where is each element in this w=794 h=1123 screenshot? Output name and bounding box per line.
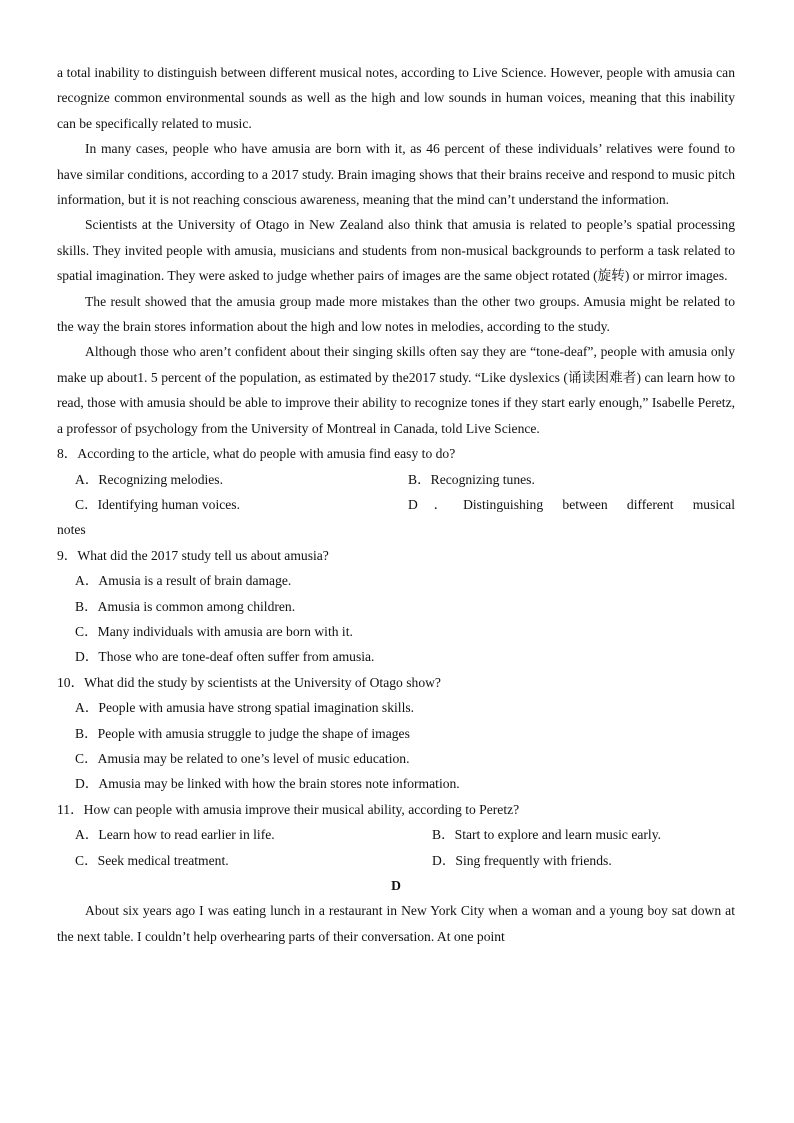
passage-paragraph-1: a total inability to distinguish between different musical notes, according to Live Science. However, people with amusia can recognize common environmental sounds as well as the high and low sounds in human voices, meaning that this inability can be specifically related to music. <box>57 65 735 131</box>
passage-paragraph-4: The result showed that the amusia group made more mistakes than the other two groups. Amusia might be related to the way the brain stores information about the high and low notes in melodies, according to the study. <box>57 293 735 335</box>
option-d[interactable]: D．Sing frequently with friends. <box>432 852 612 868</box>
section-heading: D <box>391 878 401 893</box>
option-c[interactable]: C．Many individuals with amusia are born with it. <box>75 623 353 639</box>
option-c[interactable]: C．Identifying human voices. <box>75 496 240 512</box>
option-b[interactable]: B．People with amusia struggle to judge the shape of images <box>75 725 410 741</box>
question-9 <box>57 543 735 670</box>
option-d-continuation: notes <box>57 522 86 538</box>
option-c[interactable]: C．Amusia may be related to one’s level of music education. <box>75 750 410 766</box>
question-stem: 11．How can people with amusia improve their musical ability, according to Peretz? <box>57 801 520 817</box>
option-a[interactable]: A．Learn how to read earlier in life. <box>75 827 275 843</box>
option-b[interactable]: B．Recognizing tunes. <box>408 471 535 487</box>
question-stem: 9．What did the 2017 study tell us about amusia? <box>57 547 329 563</box>
option-d[interactable]: D．Amusia may be linked with how the brain stores note information. <box>75 776 460 792</box>
question-stem: 8．According to the article, what do people with amusia find easy to do? <box>57 446 456 462</box>
question-10 <box>57 670 735 797</box>
passage-paragraph-2: In many cases, people who have amusia are born with it, as 46 percent of these individuals’ relatives were found to have similar conditions, according to a 2017 study. Brain imaging shows that their brains receive and respond to music pitch information, but it is not reaching conscious awareness, meaning that the mind can’t understand the information. <box>57 141 735 208</box>
option-row <box>57 848 735 873</box>
option-d[interactable]: D．Distinguishing between different musical <box>408 496 735 512</box>
option-row <box>57 492 735 543</box>
passage-paragraph-5: Although those who aren’t confident about their singing skills often say they are “tone-deaf”, people with amusia only make up about1. 5 percent of the population, as estimated by the2017 study. “Like dyslexics (诵读困难者) can learn how to read, those with amusia should be able to improve their ability to recognize tones if they start early enough,” Isabelle Peretz, a professor of psychology from the University of Montreal in Canada, told Live Science. <box>57 344 735 436</box>
question-8 <box>57 441 735 543</box>
option-b[interactable]: B．Start to explore and learn music early. <box>432 827 662 843</box>
option-a[interactable]: A．Amusia is a result of brain damage. <box>75 573 292 589</box>
passage-paragraph-3: Scientists at the University of Otago in New Zealand also think that amusia is related to people’s spatial processing skills. They invited people with amusia, musicians and students from non-musical backgrounds to perform a task related to spatial imagination. They were asked to judge whether pairs of images are the same object rotated (旋转) or mirror images. <box>57 217 735 284</box>
document-page <box>57 60 735 949</box>
option-c[interactable]: C．Seek medical treatment. <box>75 852 229 868</box>
section-d-paragraph-1: About six years ago I was eating lunch in a restaurant in New York City when a woman and a young boy sat down at the next table. I couldn’t help overhearing parts of their conversation. At one point <box>57 903 735 944</box>
option-b[interactable]: B．Amusia is common among children. <box>75 598 296 614</box>
option-a[interactable]: A．People with amusia have strong spatial imagination skills. <box>75 700 415 716</box>
option-d[interactable]: D．Those who are tone-deaf often suffer from amusia. <box>75 649 375 665</box>
option-a[interactable]: A．Recognizing melodies. <box>75 471 223 487</box>
question-stem: 10．What did the study by scientists at the University of Otago show? <box>57 674 441 690</box>
question-11 <box>57 797 735 873</box>
option-row <box>57 467 735 492</box>
option-row <box>57 822 735 847</box>
